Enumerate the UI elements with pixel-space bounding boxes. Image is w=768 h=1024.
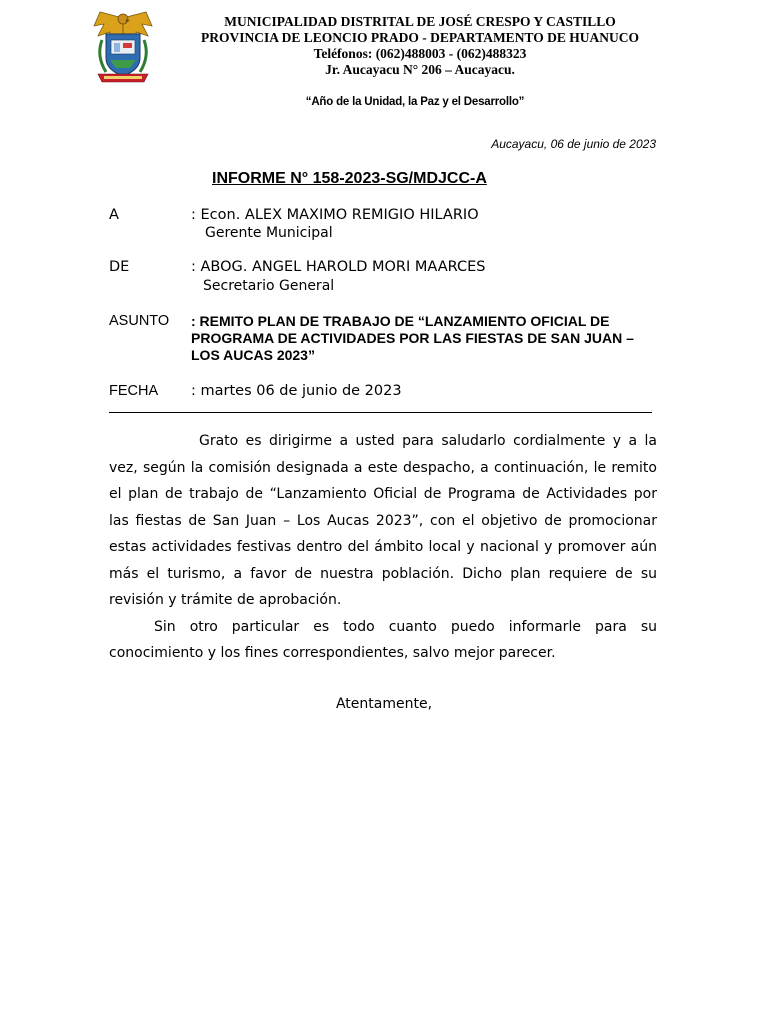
letterhead-municipality: MUNICIPALIDAD DISTRITAL DE JOSÉ CRESPO Y CASTILLO: [224, 14, 616, 29]
from-label: DE: [109, 259, 130, 275]
subject-value: : REMITO PLAN DE TRABAJO DE “LANZAMIENTO OFICIAL DE PROGRAMA DE ACTIVIDADES POR LAS FIESTAS DE SAN JUAN – LOS AUCAS 2023”: [191, 313, 634, 363]
subject-label: ASUNTO: [109, 313, 170, 329]
date-line: Aucayacu, 06 de junio de 2023: [491, 137, 656, 151]
year-motto: “Año de la Unidad, la Paz y el Desarrollo”: [305, 96, 525, 108]
closing-salutation: Atentamente,: [335, 696, 433, 712]
section-divider: [109, 412, 652, 413]
report-title: INFORME N° 158-2023-SG/MDJCC-A: [212, 170, 487, 187]
municipal-coat-of-arms-icon: [90, 10, 156, 84]
date-value: : martes 06 de junio de 2023: [191, 383, 402, 399]
body-paragraph-1: Grato es dirigirme a usted para saludarlo cordialmente y a la vez, según la comisión designada a este despacho, a continuación, le remito el plan de trabajo de “Lanzamiento Oficial de Programa de Actividades por las fiestas de San Juan – Los Aucas 2023”, con el objetivo de promocionar estas actividades festivas dentro del ámbito local y nacional y promover aún más el turismo, a favor de nuestra población. Dicho plan requiere de su revisión y trámite de aprobación.: [109, 433, 657, 608]
letterhead: [150, 14, 690, 78]
from-role: Secretario General: [203, 278, 335, 294]
to-role: Gerente Municipal: [205, 225, 333, 241]
letterhead-province: PROVINCIA DE LEONCIO PRADO - DEPARTAMENTO DE HUANUCO: [201, 30, 639, 45]
letterhead-phones: Teléfonos: (062)488003 - (062)488323: [313, 46, 527, 61]
to-label: A: [109, 207, 119, 223]
to-value: : Econ. ALEX MAXIMO REMIGIO HILARIO: [191, 207, 479, 223]
body-paragraph-2: Sin otro particular es todo cuanto puedo informarle para su conocimiento y los fines correspondientes, salvo mejor parecer.: [109, 618, 657, 661]
letterhead-address: Jr. Aucayacu N° 206 – Aucayacu.: [325, 62, 515, 77]
letter-body: [109, 428, 657, 667]
from-value: : ABOG. ANGEL HAROLD MORI MAARCES: [191, 259, 486, 275]
date-label: FECHA: [109, 383, 159, 399]
